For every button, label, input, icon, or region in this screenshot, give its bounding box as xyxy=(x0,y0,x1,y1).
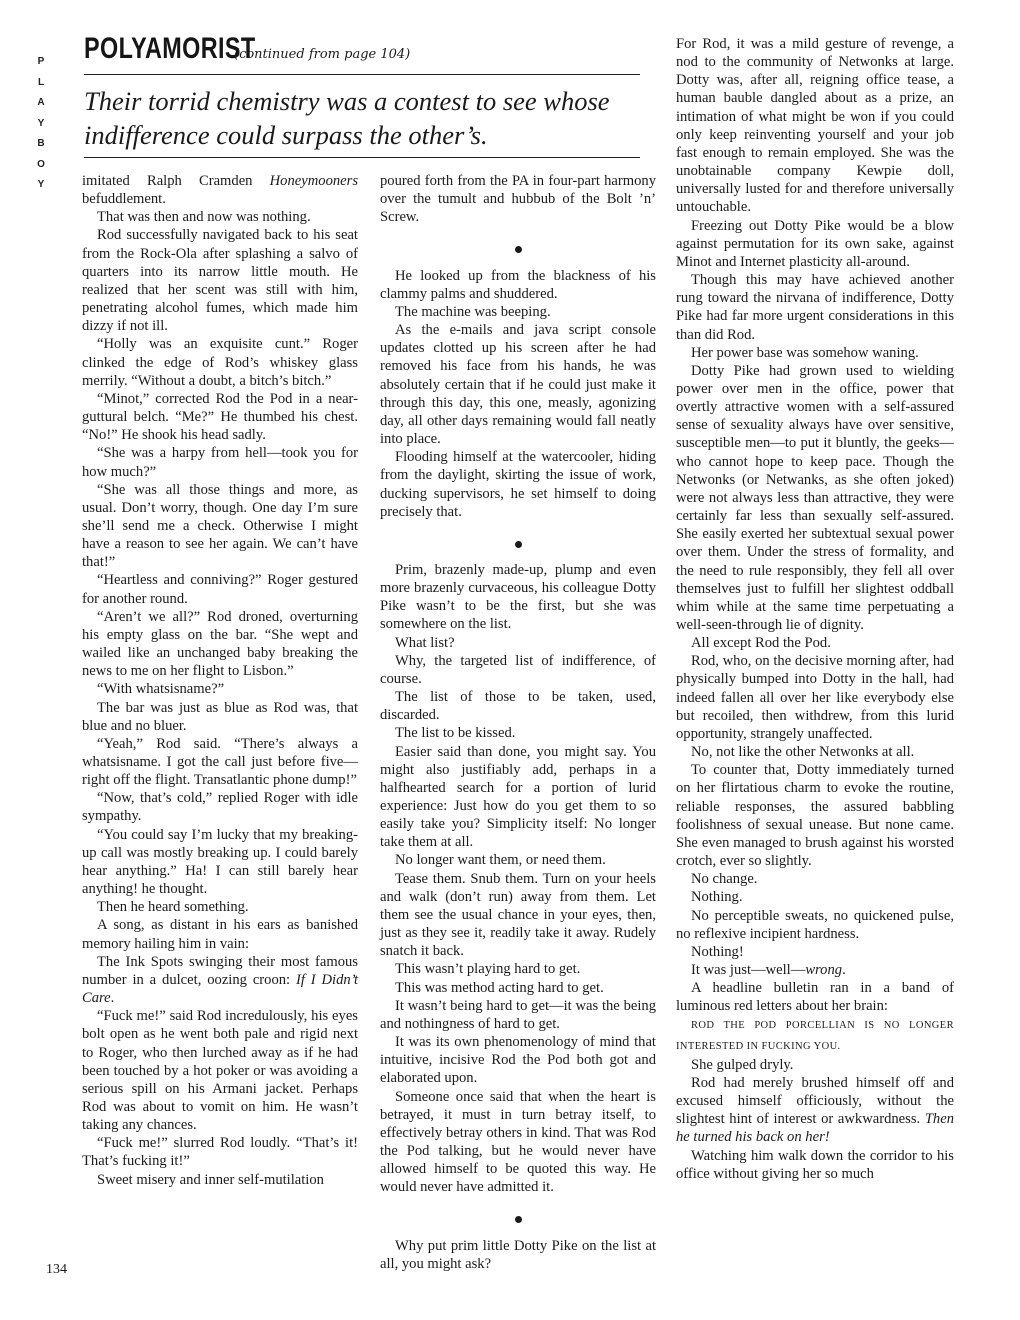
paragraph: The bar was just as blue as Rod was, that blue and no bluer. xyxy=(82,699,358,734)
paragraph: That was then and now was nothing. xyxy=(97,209,311,226)
paragraph: Prim, brazenly made-up, plump and even more brazenly curvaceous, his colleague Dotty Pike wasn’t to be the first, but she was somewhere on the list. xyxy=(380,561,656,633)
paragraph: Why put prim little Dotty Pike on the list at all, you might ask? xyxy=(380,1237,656,1272)
paragraph: The list of those to be taken, used, discarded. xyxy=(380,689,656,724)
paragraph: It wasn’t being hard to get—it was the being and nothingness of hard to get. xyxy=(380,997,656,1032)
paragraph: No longer want them, or need them. xyxy=(395,852,606,869)
paragraph: The Ink Spots swinging their most famous number in a dulcet, oozing croon: If I Didn’t Care. xyxy=(82,953,358,1007)
paragraph: “Fuck me!” slurred Rod loudly. “That’s it! That’s fucking it!” xyxy=(82,1135,358,1170)
paragraph: Watching him walk down the corridor to his office without giving her so much xyxy=(676,1147,954,1182)
paragraph: The machine was beeping. xyxy=(395,303,551,320)
vertical-logo-letter: P xyxy=(37,56,45,67)
article-kicker: POLYAMORIST xyxy=(84,32,256,65)
header-bottom-rule xyxy=(84,157,640,158)
paragraph: poured forth from the PA in four-part harmony over the tumult and hubbub of the Bolt ’n’ Screw. xyxy=(380,173,656,226)
paragraph: All except Rod the Pod. xyxy=(691,635,831,652)
magazine-vertical-logo xyxy=(33,52,49,196)
paragraph: “She was a harpy from hell—took you for how much?” xyxy=(82,445,358,480)
paragraph: It was its own phenomenology of mind that intuitive, incisive Rod the Pod both got and elaborated upon. xyxy=(380,1034,656,1087)
paragraph: Flooding himself at the watercooler, hiding from the daylight, skirting the issue of work, ducking supervisors, he set himself to doing precisely that. xyxy=(380,449,656,520)
paragraph: Easier said than done, you might say. You might also justifiably add, perhaps in a halfhearted search for a portion of lurid experience: Just how do you get them to so easily take you? Simplicity itself: No longer take them at all. xyxy=(380,743,656,851)
paragraph: “Fuck me!” said Rod incredulously, his eyes bolt open as he went both pale and rigid next to Roger, who then lurched away as if he had been touched by a hot poker or was avoiding a serious spill on his Armani jacket. Perhaps Rod was about to vomit on him. He wasn’t taking any chances. xyxy=(82,1008,358,1134)
paragraph: Freezing out Dotty Pike would be a blow against permutation for its own sake, against Minot and Internet plasticity all-around. xyxy=(676,217,954,270)
page-number: 134 xyxy=(46,1262,67,1277)
paragraph: This was method acting hard to get. xyxy=(395,979,604,996)
article-deck: Their torrid chemistry was a contest to see whose indifference could surpass the other’s. xyxy=(84,86,610,150)
paragraph: “Minot,” corrected Rod the Pod in a near-guttural belch. “Me?” He thumbed his chest. “No!” He shook his head sadly. xyxy=(82,390,358,444)
paragraph: Rod successfully navigated back to his seat from the Rock-Ola after splashing a salvo of quarters into its narrow little mouth. He realized that her scent was still with him, penetrating alcohol fumes, which made him dizzy if not ill. xyxy=(82,227,358,335)
vertical-logo-letter: O xyxy=(37,158,45,170)
paragraph: “With whatsisname?” xyxy=(97,681,225,698)
paragraph: To counter that, Dotty immediately turned on her flirtatious charm to evoke the routine, reliable responses, the assured babbling foolishness of sexual unease. But none came. She even managed to brush against his worsted crotch, ever so slightly. xyxy=(676,762,954,870)
paragraph: No perceptible sweats, no quickened pulse, no reflexive incipient hardness. xyxy=(676,907,954,942)
paragraph: This wasn’t playing hard to get. xyxy=(395,961,581,978)
vertical-logo-letter: A xyxy=(37,97,45,108)
continued-from: (continued from page 104) xyxy=(234,47,411,62)
paragraph: She gulped dryly. xyxy=(691,1056,794,1073)
paragraph: Why, the targeted list of indifference, of course. xyxy=(380,652,656,687)
vertical-logo-letter: B xyxy=(37,138,45,149)
paragraph: Dotty Pike had grown used to wielding power over men in the office, power that overtly attractive women with a self-assured sense of sexuality always have over sensitive, susceptible men—to put it bluntly, the geeks—who cannot hope to keep pace. Though the Netwonks (or Netwanks, as she often joked) were not always less than attractive, they were certainly far less than sexually self-assured. She easily exerted her subtextual sexual power over them. Under the stress of formality, and the need to rule responsibly, they fell all over themselves just to fulfill her slightest oddball whim while at the same time perpetuating a well-seen-through lie of dignity. xyxy=(676,362,954,633)
paragraph: A headline bulletin ran in a band of luminous red letters about her brain: xyxy=(676,980,954,1015)
vertical-logo-letter: Y xyxy=(37,117,45,129)
paragraph: Nothing. xyxy=(691,889,743,906)
section-break-bullet xyxy=(380,535,656,553)
paragraph: He looked up from the blackness of his clammy palms and shuddered. xyxy=(380,267,656,302)
paragraph: As the e-mails and java script console updates clotted up his screen after he had removed his face from his hands, he was absolutely certain that if he could just make it through this day, this one, measly, agonizing day, all other days remaining would fall neatly into place. xyxy=(380,322,656,448)
paragraph: Then he heard something. xyxy=(97,899,249,916)
paragraph: Though this may have achieved another rung toward the nirvana of indifference, Dotty Pike had far more urgent considerations in this than did Rod. xyxy=(676,272,954,343)
paragraph: Someone once said that when the heart is betrayed, it must in turn betray itself, to effectively betray others in kind. That was Rod the Pod talking, but he would never have allowed himself to be quoted this way. He would never have admitted it. xyxy=(380,1088,656,1196)
paragraph: Tease them. Snub them. Turn on your heels and walk (don’t run) away from them. Let them see the usual chance in your eyes, then, just as they see it, readily take it away. Rudely snatch it back. xyxy=(380,870,656,960)
paragraph: “Aren’t we all?” Rod droned, overturning his empty glass on the bar. “She wept and wailed like an unchanged baby breaking the news to me on her flight to Lisbon.” xyxy=(82,608,358,680)
paragraph: It was just—well—wrong. xyxy=(691,961,846,978)
paragraph: “Holly was an exquisite cunt.” Roger clinked the edge of Rod’s whiskey glass merrily. “Without a doubt, a bitch’s bitch.” xyxy=(82,336,358,389)
header-top-rule xyxy=(84,74,640,75)
paragraph: No, not like the other Netwonks at all. xyxy=(691,744,915,761)
paragraph: “Heartless and conniving?” Roger gestured for another round. xyxy=(82,572,358,607)
paragraph: Rod had merely brushed himself off and excused himself officiously, without the slightest hint of interest or awkwardness. Then he turned his back on her! xyxy=(676,1074,954,1146)
section-break-bullet xyxy=(380,1210,656,1228)
paragraph: “Now, that’s cold,” replied Roger with idle sympathy. xyxy=(82,790,358,825)
text-column-2 xyxy=(380,172,656,1273)
paragraph: Sweet misery and inner self-mutilation xyxy=(97,1171,324,1188)
paragraph: No change. xyxy=(691,871,758,888)
paragraph: A song, as distant in his ears as banished memory hailing him in vain: xyxy=(82,917,358,952)
article-header xyxy=(84,32,640,66)
text-column-1 xyxy=(82,172,358,1189)
paragraph: “She was all those things and more, as usual. Don’t worry, though. One day I’m sure she’ll send me a check. Otherwise I might have a reason to see her again. We can’t have that!” xyxy=(82,481,358,571)
paragraph: ROD THE POD PORCELLIAN IS NO LONGER INTERESTED IN FUCKING YOU. xyxy=(676,1020,954,1052)
vertical-logo-letter: Y xyxy=(37,179,45,190)
paragraph: Rod, who, on the decisive morning after, had physically bumped into Dotty in the hall, had indeed fallen all over her like everybody else but recoiled, then withdrew, from this lurid opportunity, strangely unaffected. xyxy=(676,653,954,742)
vertical-logo-letter: L xyxy=(37,76,45,88)
paragraph: imitated Ralph Cramden Honeymooners befuddlement. xyxy=(82,173,358,208)
paragraph: “You could say I’m lucky that my breaking-up call was mostly breaking up. I could barely hear anything.” Ha! I can still barely hear anything! he thought. xyxy=(82,826,358,898)
text-column-3 xyxy=(676,35,954,1183)
section-break-bullet xyxy=(380,240,656,258)
paragraph: For Rod, it was a mild gesture of revenge, a nod to the community of Netwonks at large. Dotty was, after all, reigning office tease, a human bauble dangled about as a prize, an intimation of what might be won if you could only keep reinventing yourself and your job fast enough to remain employed. She was the unobtainable company Kewpie doll, universally lusted for and therefore universally untouchable. xyxy=(676,36,954,216)
paragraph: Her power base was somehow waning. xyxy=(691,344,919,361)
paragraph: Nothing! xyxy=(691,943,744,960)
paragraph: What list? xyxy=(395,634,455,651)
paragraph: “Yeah,” Rod said. “There’s always a whatsisname. I got the call just before five—right off the flight. Transatlantic phone dump!” xyxy=(82,735,358,789)
paragraph: The list to be kissed. xyxy=(395,725,516,742)
